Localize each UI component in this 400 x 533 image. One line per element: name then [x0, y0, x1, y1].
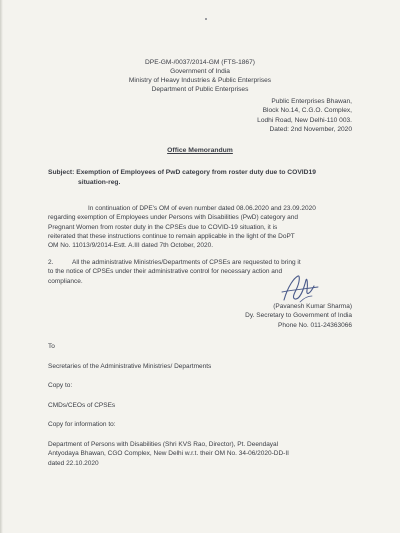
info-line-1: Department of Persons with Disabilities (Shri KVS Rao, Director), Pt. Deendayal [48, 441, 279, 448]
subject-block [48, 168, 353, 187]
signatory-phone: Phone No. 011-24363066 [278, 321, 352, 329]
signatory-block [245, 302, 352, 330]
para1-line-3: Pregnant Women from roster duty in the CPSEs due to COVID-19 situation, it is [48, 223, 278, 231]
ministry-line: Ministry of Heavy Industries & Public Enterprises [128, 77, 272, 84]
info-line-3: dated 22.10.2020 [48, 459, 99, 467]
para2-line-2: to the notice of CPSEs under their administrative control for necessary action and [48, 268, 283, 276]
subject-line-2: situation-reg. [78, 178, 121, 186]
signature-image [278, 272, 320, 306]
signatory-name: (Pavanesh Kumar Sharma) [273, 303, 352, 310]
subject-line-1: Subject: Exemption of Employees of PwD category from roster duty due to COVID19 [48, 169, 316, 176]
to-label: To [48, 343, 55, 350]
address-line-2: Block No.14, C.G.O. Complex, [262, 107, 352, 115]
copy-to-label: Copy to: [48, 382, 73, 389]
government-line: Government of India [170, 68, 230, 75]
memo-date: Dated: 2nd November, 2020 [269, 126, 352, 134]
address-line-3: Lodhi Road, New Delhi-110 003. [257, 116, 352, 124]
paragraph-1 [48, 204, 353, 250]
para1-line-5: OM No. 11013/9/2014-Estt. A.III dated 7th October, 2020. [48, 242, 214, 250]
para1-line-4: reiterated that these instructions continue to remain applicable in the light of the DoPT [48, 232, 295, 240]
department-line: Department of Public Enterprises [151, 86, 249, 93]
para2-number: 2. [48, 259, 54, 266]
info-line-2: Antyodaya Bhawan, CGO Complex, New Delhi w.r.t. their OM No. 34-06/2020-DD-II [48, 450, 289, 458]
para1-line-2: regarding exemption of Employees under Persons with Disabilities (PwD) category and [48, 214, 299, 222]
memo-title-text: Office Memorandum [167, 147, 233, 154]
copy-info-label: Copy for information to: [48, 421, 116, 428]
scan-speck [205, 18, 207, 20]
para2-line-1: 2. All the administrative Ministries/Departments of CPSEs are requested to bring it [48, 259, 301, 266]
reference-number: DPE-GM-/0037/2014-GM (FTS-1867) [145, 59, 255, 66]
memo-title [0, 147, 400, 154]
para2-line-3: compliance. [48, 277, 83, 285]
address-block [257, 97, 352, 135]
to-recipients: Secretaries of the Administrative Ministries/ Departments [48, 363, 212, 370]
signatory-designation: Dy. Secretary to Government of India [245, 312, 352, 320]
copy-to-recipients: CMDs/CEOs of CPSEs [48, 402, 116, 409]
copy-info-recipients [48, 440, 353, 468]
address-line-1: Public Enterprises Bhawan, [271, 98, 352, 105]
para1-line-1: In continuation of DPE's OM of even number dated 08.06.2020 and 23.09.2020 [88, 205, 316, 212]
